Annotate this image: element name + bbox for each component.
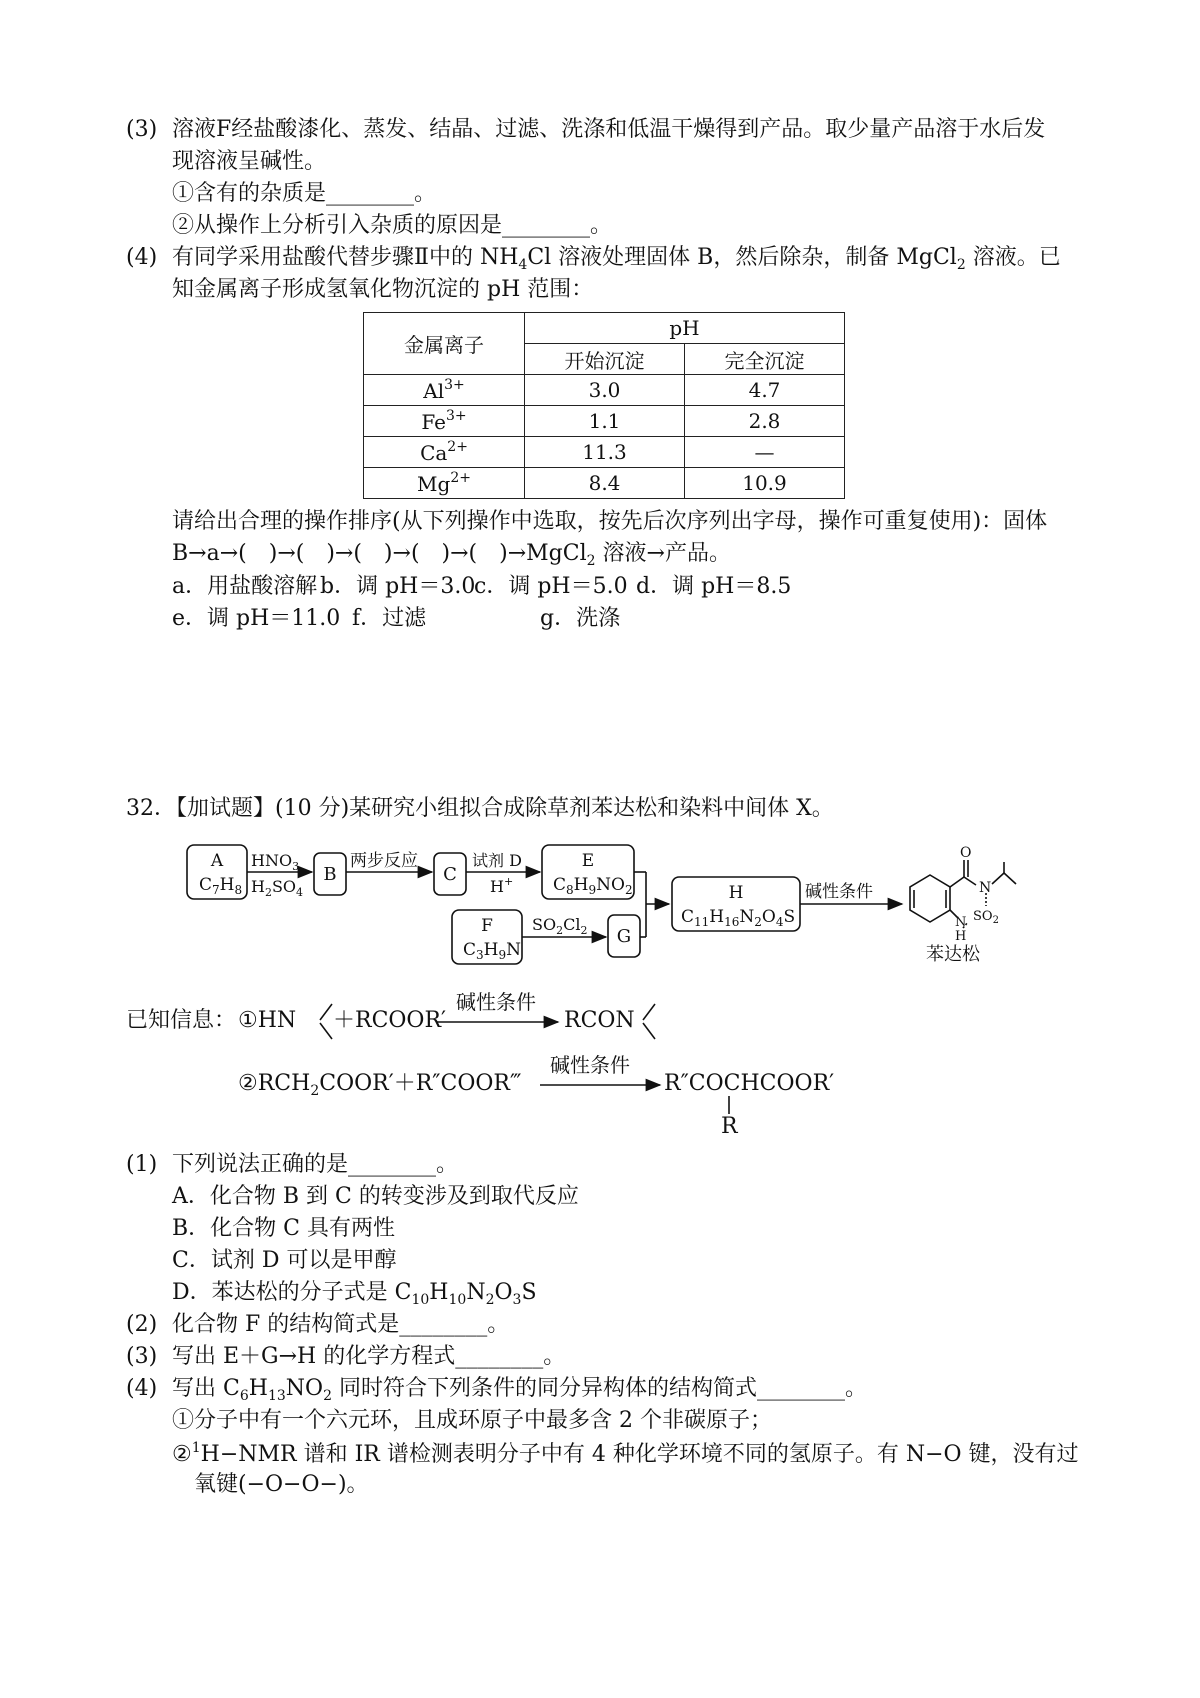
table-cell-ion: $Fe^{3+}$ (364, 406, 525, 437)
sub4-condition-2-cont: 氧键(−O−O−)。 (194, 1472, 369, 1497)
option-c: c．调 pH＝5.0 (474, 574, 628, 599)
struct-n-lower: N (955, 915, 967, 930)
compound-h-formula: $C_{11}H_{16}N_2O_4S$ (681, 907, 796, 929)
reagent-basic-condition: 碱性条件 (805, 882, 873, 902)
part3-question1: ①含有的杂质是________。 (172, 181, 437, 206)
compound-b-label: B (323, 864, 337, 885)
known-info-1-plus: ＋RCOOR′ (333, 1008, 447, 1033)
table-cell-ion: $Al^{3+}$ (364, 375, 525, 406)
table-cell-full: — (685, 437, 845, 468)
part3-question2: ②从操作上分析引入杂质的原因是________。 (172, 213, 613, 238)
compound-h-label: H (728, 883, 744, 903)
compound-f-formula: $C_3H_9N$ (463, 940, 521, 962)
compound-e-formula: $C_8H_9NO_2$ (553, 875, 633, 897)
compound-a-label: A (210, 851, 224, 871)
struct-n: N (979, 880, 992, 896)
question-32-title: 32．【加试题】(10 分)某研究小组拟合成除草剂苯达松和染料中间体 X。 (126, 796, 834, 821)
compound-g-label: G (616, 926, 632, 947)
option-d: d．调 pH＝8.5 (636, 574, 792, 599)
known-info-2-condition: 碱性条件 (550, 1053, 630, 1077)
part4-line1-text-c: 溶液。已 (965, 245, 1061, 270)
reagent-hno3: $HNO_3$ (251, 851, 300, 873)
option-e: e．调 pH＝11.0 (172, 606, 341, 631)
known-info-1-condition: 碱性条件 (456, 990, 536, 1014)
sub4-number: (4) (126, 1376, 158, 1401)
option-f: f．过滤 (352, 606, 427, 631)
compound-a-formula: $C_7H_8$ (199, 875, 243, 897)
benzene-ring (910, 875, 950, 922)
sub1-option-c: C．试剂 D 可以是甲醇 (172, 1248, 397, 1273)
sub4-question: 写出 $C_6H_{13}NO_2$ 同时符合下列条件的同分异构体的结构简式________。 (172, 1376, 867, 1404)
struct-o: O (960, 845, 972, 861)
compound-c-label: C (443, 864, 457, 885)
reagent-h2so4: $H_2SO_4$ (251, 877, 304, 899)
known-info-2-lhs: $②RCH_2COOR'+R''COOR‴$ (238, 1071, 522, 1099)
part4-line1-text-a: 有同学采用盐酸代替步骤Ⅱ中的 NH (172, 245, 519, 270)
product-name: 苯达松 (926, 944, 980, 965)
part4-line1-text-b: Cl 溶液处理固体 B，然后除杂，制备 MgCl (527, 245, 957, 270)
known-info-1-rhs: RCON (564, 1008, 635, 1033)
sub1-number: (1) (126, 1152, 158, 1177)
known-info-label: 已知信息： (126, 1008, 237, 1033)
reagent-so2cl2: $SO_2Cl_2$ (532, 915, 588, 937)
struct-so2: $SO_2$ (973, 909, 999, 926)
known-info-1-lhs: ①HN (238, 1008, 297, 1033)
compound-e-label: E (581, 851, 595, 871)
part4-line2: 知金属离子形成氢氧化物沉淀的 pH 范围： (172, 277, 594, 302)
table-header-ph: pH (525, 313, 845, 344)
sub1-option-d: D．苯达松的分子式是 $C_{10}H_{10}N_2O_3S$ (172, 1280, 537, 1308)
sub3-number: (3) (126, 1344, 158, 1369)
part3-number: (3) (126, 117, 158, 142)
option-b: b．调 pH＝3.0 (320, 574, 476, 599)
compound-f-label: F (481, 916, 493, 936)
table-cell-start: 11.3 (525, 437, 685, 468)
table-cell-start: 1.1 (525, 406, 685, 437)
sub4-condition-1: ①分子中有一个六元环，且成环原子中最多含 2 个非碳原子； (172, 1408, 772, 1433)
table-cell-start: 3.0 (525, 375, 685, 406)
sub1-option-b: B．化合物 C 具有两性 (172, 1216, 395, 1241)
table-cell-ion: $Mg^{2+}$ (364, 468, 525, 499)
option-g: g．洗涤 (540, 606, 621, 631)
sub4-condition-2: ②$^1$H−NMR 谱和 IR 谱检测表明分子中有 4 种化学环境不同的氢原子。有 N−O 键，没有过 (172, 1440, 1079, 1467)
table-header-ion: 金属离子 (364, 313, 525, 375)
table-cell-full: 10.9 (685, 468, 845, 499)
part4-sequence-text: B→a→( )→( )→( )→( )→( )→MgCl (172, 541, 587, 566)
known-info-2-r: R (721, 1114, 738, 1139)
reagent-two-steps: 两步反应 (350, 851, 418, 871)
part4-sequence-tail: 溶液→产品。 (595, 541, 731, 566)
sub1-option-a: A．化合物 B 到 C 的转变涉及到取代反应 (172, 1184, 579, 1209)
struct-h: H (955, 929, 967, 944)
part3-line2: 现溶液呈碱性。 (172, 149, 327, 174)
part4-sequence-sub: 2 (586, 553, 596, 569)
sub2-number: (2) (126, 1312, 158, 1337)
known-info-2-rhs: R″COCHCOOR′ (664, 1071, 835, 1096)
sub3-question: 写出 E＋G→H 的化学方程式________。 (172, 1344, 566, 1369)
table-header-start: 开始沉淀 (525, 344, 685, 375)
table-cell-start: 8.4 (525, 468, 685, 499)
part4-line1-sub-a: 4 (518, 257, 528, 273)
table-cell-full: 4.7 (685, 375, 845, 406)
table-cell-full: 2.8 (685, 406, 845, 437)
part4-number: (4) (126, 245, 158, 270)
part4-after-line1: 请给出合理的操作排序(从下列操作中选取，按先后次序列出字母，操作可重复使用)：固体 (172, 509, 1048, 534)
part3-line1: 溶液F经盐酸漆化、蒸发、结晶、过滤、洗涤和低温干燥得到产品。取少量产品溶于水后发 (172, 117, 1046, 142)
table-cell-ion: $Ca^{2+}$ (364, 437, 525, 468)
part4-line1-sub-b: 2 (956, 257, 966, 273)
sub2-question: 化合物 F 的结构简式是________。 (172, 1312, 510, 1337)
sub1-question: 下列说法正确的是________。 (172, 1152, 459, 1177)
reagent-d: 试剂 D (472, 851, 522, 870)
reagent-h-plus: H+ (490, 875, 514, 896)
option-a: a．用盐酸溶解 (172, 574, 318, 599)
table-header-full: 完全沉淀 (685, 344, 845, 375)
